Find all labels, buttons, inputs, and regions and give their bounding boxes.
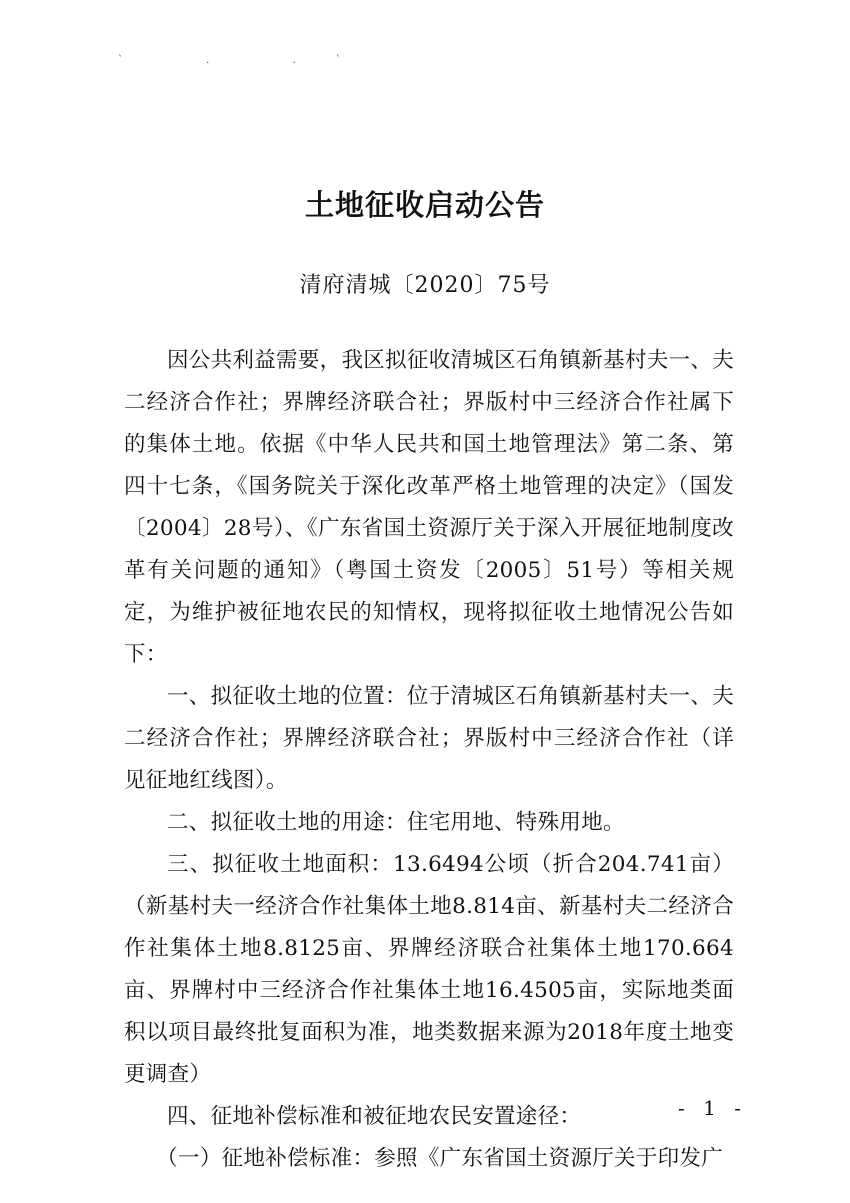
paragraph-compensation-standard: （一）征地补偿标准：参照《广东省国土资源厅关于印发广 xyxy=(156,1146,724,1171)
document-body xyxy=(124,340,734,1180)
paragraph-intro: 因公共利益需要，我区拟征收清城区石角镇新基村夫一、夫二经济合作社；界牌经济联合社；界版村中三经济合作社属下的集体土地。依据《中华人民共和国土地管理法》第二条、第四十七条，《国务院关于深化改革严格土地管理的决定》（国发〔2004〕28号）、《广东省国土资源厅关于深入开展征地制度改革有关问题的通知》（粤国土资发〔2005〕51号）等相关规定，为维护被征地农民的知情权，现将拟征收土地情况公告如下： xyxy=(124,348,734,667)
scan-specks: ` . .` xyxy=(118,55,381,66)
document-number: 清府清城〔2020〕75号 xyxy=(299,273,551,298)
paragraph-location: 一、拟征收土地的位置：位于清城区石角镇新基村夫一、夫二经济合作社；界牌经济联合社；界版村中三经济合作社（详见征地红线图）。 xyxy=(124,684,734,793)
page-number: - 1 - xyxy=(678,1096,747,1120)
paragraph-area: 三、拟征收土地面积：13.6494公顷（折合204.741亩）（新基村夫一经济合作社集体土地8.814亩、新基村夫二经济合作社集体土地8.8125亩、界牌经济联合社集体土地170.664亩、界牌村中三经济合作社集体土地16.4505亩，实际地类面积以项目最终批复面积为准，地类数据来源为2018年度土地变更调查） xyxy=(124,852,734,1087)
paragraph-usage: 二、拟征收土地的用途：住宅用地、特殊用地。 xyxy=(167,810,625,835)
document-title: 土地征收启动公告 xyxy=(304,188,545,222)
paragraph-compensation-heading: 四、征地补偿标准和被征地农民安置途径： xyxy=(167,1104,582,1129)
